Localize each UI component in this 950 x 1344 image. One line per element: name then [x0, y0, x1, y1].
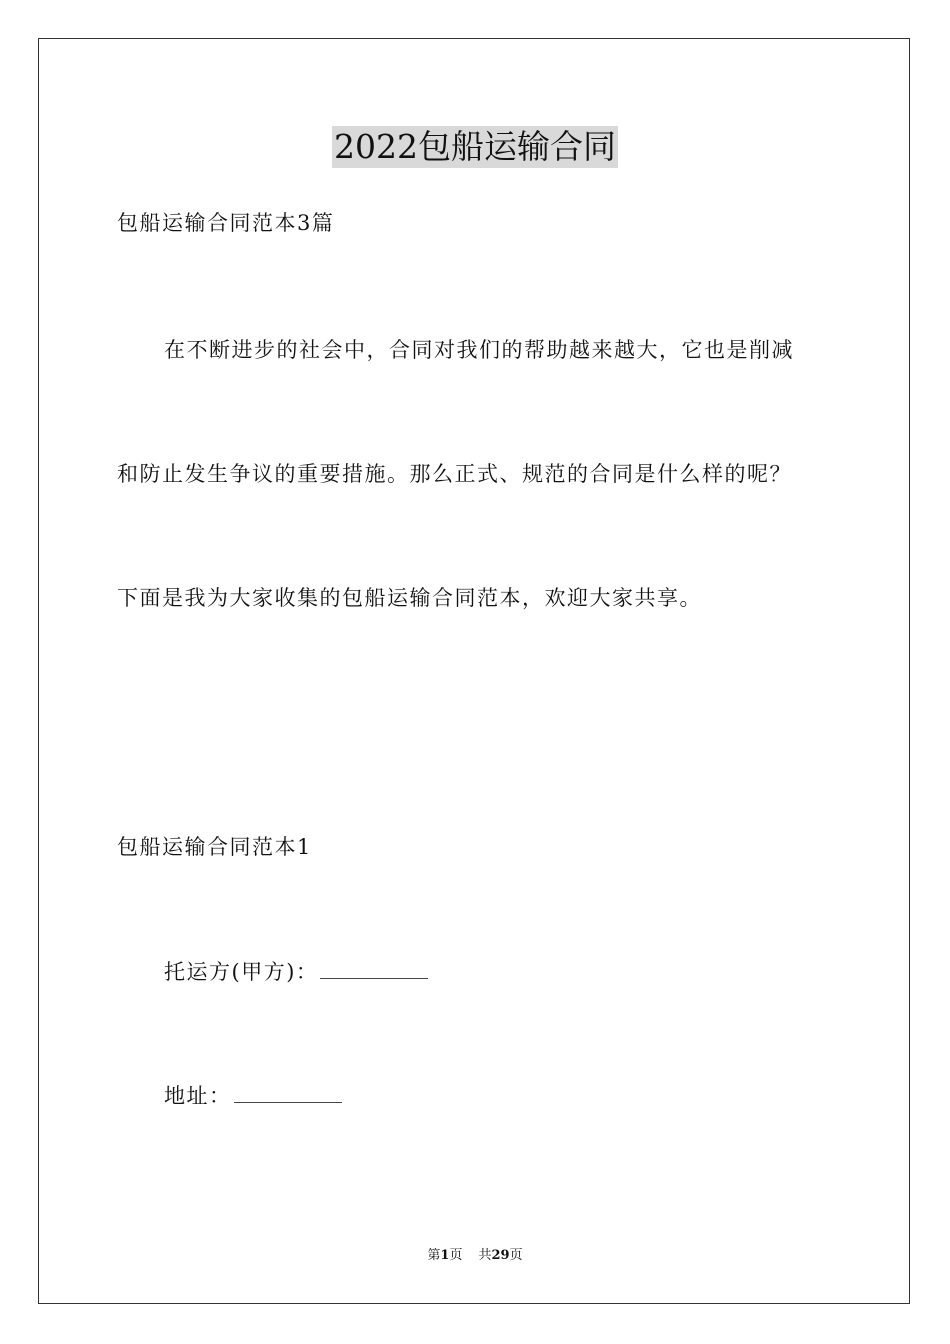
party-a-label: 托运方(甲方)：: [164, 960, 319, 984]
address-blank[interactable]: [234, 1080, 342, 1103]
document-title: 2022包船运输合同: [334, 127, 616, 166]
footer-total-prefix: 共: [478, 1248, 492, 1263]
party-a-field: [164, 956, 428, 987]
page-footer: [0, 1247, 950, 1265]
address-label: 地址：: [164, 1084, 232, 1108]
footer-page-suffix: 页: [449, 1248, 463, 1263]
footer-page-current: 1: [440, 1248, 450, 1263]
footer-total-suffix: 页: [509, 1248, 523, 1263]
title-wrap: [0, 126, 950, 168]
document-subtitle: 包船运输合同范本3篇: [117, 211, 335, 235]
intro-paragraph-line-1: 在不断进步的社会中，合同对我们的帮助越来越大，它也是削减: [164, 338, 794, 362]
footer-page-total: 29: [491, 1248, 510, 1263]
intro-paragraph-line-2: 和防止发生争议的重要措施。那么正式、规范的合同是什么样的呢？: [117, 462, 792, 486]
footer-page-prefix: 第: [427, 1248, 441, 1263]
party-a-blank[interactable]: [320, 956, 428, 979]
address-field: [164, 1080, 342, 1111]
section-heading: 包船运输合同范本1: [117, 835, 312, 859]
intro-paragraph-line-3: 下面是我为大家收集的包船运输合同范本，欢迎大家共享。: [117, 586, 702, 610]
